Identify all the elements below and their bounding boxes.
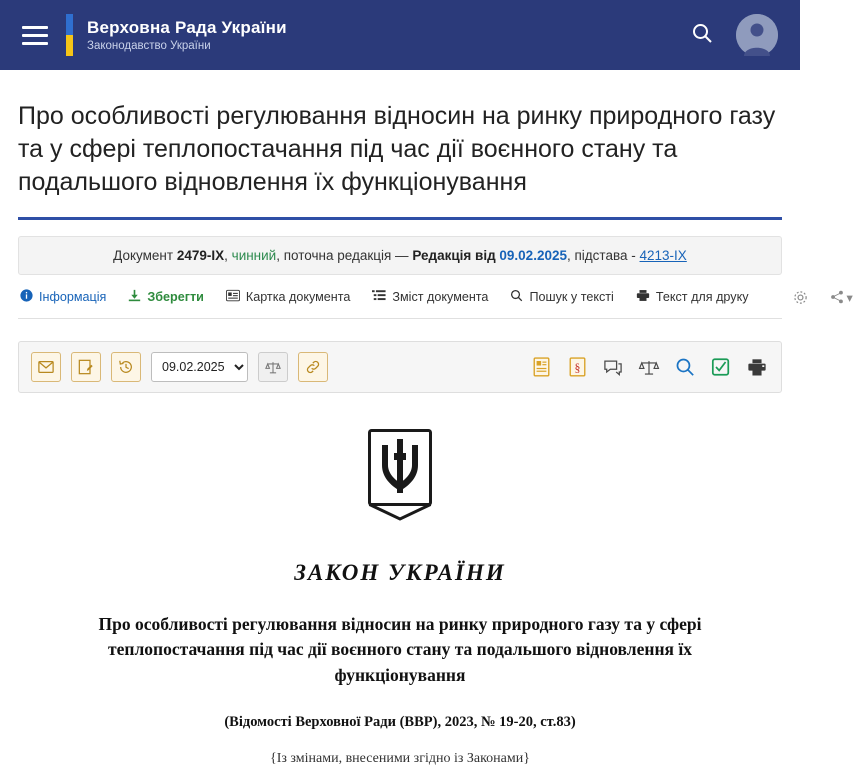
action-label: Зберегти xyxy=(147,290,204,304)
law-source-reference: (Відомості Верховної Ради (ВВР), 2023, № 19-20, ст.83) xyxy=(224,714,576,731)
share-caret-icon: ▾ xyxy=(846,290,853,305)
search-icon[interactable] xyxy=(673,354,697,380)
document-actions-bar xyxy=(18,275,853,319)
toolbar-right-group xyxy=(529,354,769,380)
comments-icon[interactable] xyxy=(601,354,625,380)
search-icon[interactable] xyxy=(690,21,714,50)
document-toolbar xyxy=(18,341,782,393)
ukraine-trident-emblem xyxy=(38,429,762,526)
site-header xyxy=(0,0,800,70)
status-edition-label: Редакція від xyxy=(412,248,496,263)
search-icon xyxy=(510,289,523,305)
printer-icon xyxy=(636,289,650,305)
document-content xyxy=(18,393,782,769)
check-square-icon[interactable] xyxy=(709,354,733,380)
action-label: Текст для друку xyxy=(655,290,749,304)
burger-line xyxy=(22,42,48,45)
burger-line xyxy=(22,34,48,37)
scales-icon[interactable] xyxy=(637,354,661,380)
info-icon xyxy=(20,289,33,305)
page-title: Про особливості регулювання відносин на ринку природного газу та у сфері теплопостачання під час дії воєнного стану та подальшого відновлення їх функціонування xyxy=(18,102,776,196)
header-actions xyxy=(690,14,778,56)
brand-subtitle: Законодавство України xyxy=(87,40,211,53)
status-basis-link[interactable]: 4213-IX xyxy=(639,248,687,263)
status-current-edition: , поточна редакція — xyxy=(276,248,409,263)
status-edition-date: 09.02.2025 xyxy=(499,248,567,263)
site-brand[interactable] xyxy=(87,18,287,53)
card-icon xyxy=(226,289,240,305)
action-label: Пошук у тексті xyxy=(529,290,614,304)
law-document-icon[interactable] xyxy=(565,354,589,380)
action-print-text[interactable] xyxy=(636,289,749,305)
ukraine-flag-bar xyxy=(66,14,73,56)
printer-icon[interactable] xyxy=(745,354,769,380)
brand-title: Верховна Рада України xyxy=(87,17,287,37)
status-basis-label: , підстава - xyxy=(566,248,636,263)
status-doc-number: 2479-IX xyxy=(176,248,225,263)
law-amendments-note: {Із змінами, внесеними згідно із Законами} xyxy=(270,751,530,767)
action-label: Зміст документа xyxy=(392,290,489,304)
svg-text:§: § xyxy=(574,360,580,375)
balance-scale-icon[interactable] xyxy=(258,352,288,382)
action-search-in-text[interactable] xyxy=(510,289,613,305)
law-title: Про особливості регулювання відносин на ринку природного газу та у сфері теплопостачання під час дії воєнного стану та подальшого відновлення їх функціонування xyxy=(98,614,702,685)
document-status-bar xyxy=(18,236,782,275)
action-document-card[interactable] xyxy=(226,289,351,305)
share-icon[interactable] xyxy=(830,290,853,305)
action-table-of-contents[interactable] xyxy=(372,289,488,305)
action-label: Картка документа xyxy=(245,290,351,304)
download-icon xyxy=(128,289,141,305)
law-kicker: ЗАКОН УКРАЇНИ xyxy=(294,560,506,585)
burger-line xyxy=(22,26,48,29)
status-state: чинний xyxy=(231,248,277,263)
revision-date-select[interactable] xyxy=(151,352,248,382)
link-icon[interactable] xyxy=(298,352,328,382)
title-divider xyxy=(18,217,782,220)
hamburger-menu-icon[interactable] xyxy=(22,26,48,45)
gear-icon[interactable] xyxy=(793,290,808,305)
action-label: Інформація xyxy=(39,290,107,304)
status-comma: , xyxy=(224,248,228,263)
action-info[interactable] xyxy=(20,289,106,305)
edit-note-icon[interactable] xyxy=(71,352,101,382)
action-save[interactable] xyxy=(128,289,204,305)
envelope-icon[interactable] xyxy=(31,352,61,382)
status-doc-label: Документ xyxy=(113,248,174,263)
toc-icon xyxy=(372,289,386,305)
document-card-icon[interactable] xyxy=(529,354,553,380)
user-avatar-icon[interactable] xyxy=(736,14,778,56)
history-icon[interactable] xyxy=(111,352,141,382)
page-wrapper xyxy=(0,100,853,769)
